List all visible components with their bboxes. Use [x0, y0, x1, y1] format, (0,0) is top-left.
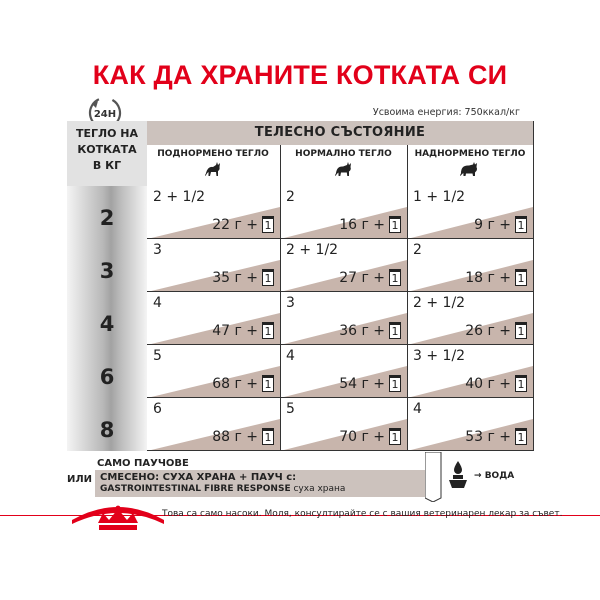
feeding-cell: [407, 345, 533, 398]
dry-food-cups: 3 + 1/2: [413, 348, 466, 364]
legend-only-pouches: САМО ПАУЧОВЕ: [97, 458, 189, 469]
grams-plus-pouch: [465, 375, 527, 392]
energy-note: Усвоима енергия: 750ккал/кг: [372, 107, 520, 118]
pouch-icon: 1: [515, 269, 527, 286]
dry-food-cups: 4: [286, 348, 295, 364]
grid-divider: [407, 145, 408, 451]
brand-logo: [68, 498, 168, 538]
grams-value: 27 г +: [339, 269, 385, 286]
grid-divider: [147, 238, 533, 239]
normal-cat-icon: [334, 161, 354, 177]
grams-plus-pouch: [339, 428, 401, 445]
dry-food-cups: 4: [153, 295, 162, 311]
grams-value: 40 г +: [465, 375, 511, 392]
weight-value: 3: [99, 259, 115, 283]
weight-value: 6: [99, 365, 115, 389]
grams-plus-pouch: [212, 216, 274, 233]
grid-divider: [280, 145, 281, 451]
grams-plus-pouch: [465, 269, 527, 286]
legend-product-name: GASTROINTESTINAL FIBRE RESPONSE: [100, 484, 291, 494]
fat-cat-icon: [459, 161, 481, 177]
grams-value: 26 г +: [465, 322, 511, 339]
dry-food-cups: 4: [413, 401, 422, 417]
weight-header-line-2: КОТКАТА: [77, 143, 137, 156]
water-bowl-icon: [447, 460, 469, 490]
feeding-cell: [147, 186, 280, 239]
water-label: [474, 471, 514, 481]
weight-header: [67, 121, 147, 186]
pouch-icon: 1: [389, 322, 401, 339]
feeding-cell: [407, 292, 533, 345]
grams-value: 18 г +: [465, 269, 511, 286]
footer-note: Това са само насоки. Моля, консултирайте се с вашия ветеринарен лекар за съвет.: [162, 509, 563, 519]
feeding-cell: [280, 398, 407, 451]
pouch-icon: 1: [515, 428, 527, 445]
legend-mixed-line-2: [100, 484, 345, 494]
grams-value: 22 г +: [212, 216, 258, 233]
clock-label: 24H: [93, 109, 117, 120]
feeding-cell: [147, 292, 280, 345]
pouch-icon: 1: [262, 216, 274, 233]
dry-food-cups: 2 + 1/2: [286, 242, 339, 258]
feeding-cell: [280, 292, 407, 345]
weight-value: 2: [99, 206, 115, 230]
dry-food-cups: 5: [153, 348, 162, 364]
pouch-icon: 1: [262, 428, 274, 445]
dry-food-cups: 2 + 1/2: [153, 189, 206, 205]
grams-value: 70 г +: [339, 428, 385, 445]
grid-divider: [533, 121, 534, 451]
grid-divider: [147, 397, 533, 398]
condition-label: НОРМАЛНО ТЕГЛО: [295, 149, 392, 159]
body-condition-header: ТЕЛЕСНО СЪСТОЯНИЕ: [147, 121, 533, 145]
feeding-cell: [280, 186, 407, 239]
weight-header-line-3: В КГ: [92, 159, 122, 172]
pouch-icon: 1: [515, 216, 527, 233]
grams-plus-pouch: [212, 375, 274, 392]
condition-underweight: [147, 145, 279, 186]
dry-food-cups: 3: [286, 295, 295, 311]
legend-dry-food: суха храна: [290, 484, 346, 494]
weight-value: 4: [99, 312, 115, 336]
grams-value: 54 г +: [339, 375, 385, 392]
feeding-cell: [280, 345, 407, 398]
pouch-icon: 1: [262, 375, 274, 392]
pouch-icon: 1: [389, 428, 401, 445]
grams-value: 53 г +: [465, 428, 511, 445]
thin-cat-icon: [204, 161, 222, 177]
dry-food-cups: 6: [153, 401, 162, 417]
arrow-right-icon: →: [474, 471, 485, 481]
grams-plus-pouch: [212, 322, 274, 339]
water-text: ВОДА: [484, 471, 515, 481]
pouch-icon: 1: [389, 269, 401, 286]
legend-or: ИЛИ: [67, 474, 93, 485]
grid-divider: [147, 344, 533, 345]
feeding-cell: [147, 345, 280, 398]
grams-plus-pouch: [339, 269, 401, 286]
grams-value: 88 г +: [212, 428, 258, 445]
feeding-cell: [407, 239, 533, 292]
pouch-icon: 1: [389, 375, 401, 392]
pouch-icon: 1: [515, 322, 527, 339]
grams-value: 16 г +: [339, 216, 385, 233]
page-title: КАК ДА ХРАНИТЕ КОТКАТА СИ: [92, 60, 508, 90]
weight-header-line-1: ТЕГЛО НА: [75, 127, 139, 140]
feeding-cell: [280, 239, 407, 292]
grams-plus-pouch: [212, 428, 274, 445]
pouch-icon: 1: [389, 216, 401, 233]
grams-plus-pouch: [339, 216, 401, 233]
grams-plus-pouch: [474, 216, 527, 233]
pouch-icon: 1: [262, 322, 274, 339]
grams-plus-pouch: [465, 428, 527, 445]
grams-value: 47 г +: [212, 322, 258, 339]
weight-column: [67, 186, 147, 451]
grams-value: 68 г +: [212, 375, 258, 392]
grid-divider: [147, 291, 533, 292]
feeding-cell: [147, 398, 280, 451]
condition-label: ПОДНОРМЕНО ТЕГЛО: [157, 149, 269, 159]
condition-normal: [280, 145, 407, 186]
pouch-icon: 1: [262, 269, 274, 286]
feeding-cell: [407, 186, 533, 239]
feeding-cell: [147, 239, 280, 292]
weight-value: 8: [99, 418, 115, 442]
grams-plus-pouch: [465, 322, 527, 339]
grid-divider: [147, 450, 533, 451]
pouch-icon: 1: [515, 375, 527, 392]
grams-value: 9 г +: [474, 216, 511, 233]
grams-value: 35 г +: [212, 269, 258, 286]
dry-food-cups: 3: [153, 242, 162, 258]
dry-food-cups: 2: [413, 242, 422, 258]
grams-plus-pouch: [339, 375, 401, 392]
grams-value: 36 г +: [339, 322, 385, 339]
grams-plus-pouch: [212, 269, 274, 286]
condition-label: НАДНОРМЕНО ТЕГЛО: [414, 149, 526, 159]
feeding-cell: [407, 398, 533, 451]
legend-mixed-line-1: СМЕСЕНО: СУХА ХРАНА + ПАУЧ с:: [100, 472, 297, 483]
dry-food-cups: 2 + 1/2: [413, 295, 466, 311]
dry-food-cups: 5: [286, 401, 295, 417]
condition-overweight: [407, 145, 533, 186]
dry-food-cups: 2: [286, 189, 295, 205]
grams-plus-pouch: [339, 322, 401, 339]
dry-food-cups: 1 + 1/2: [413, 189, 466, 205]
